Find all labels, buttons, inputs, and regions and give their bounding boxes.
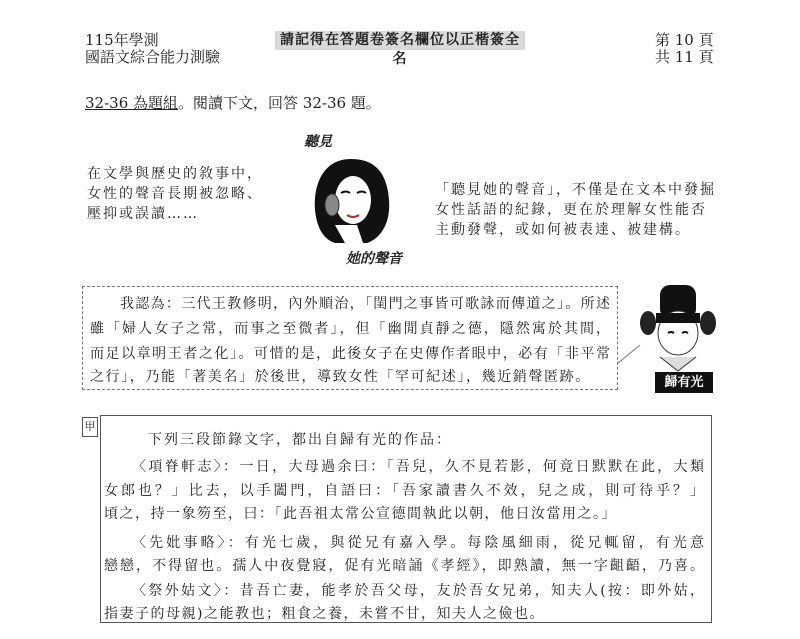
jia-line: 〈項脊軒志〉：一日，大母過余曰：「吾兒，久不見若影，何竟日默默在此，大類	[132, 459, 704, 475]
intro-left-line: 壓抑或誤讀……	[87, 206, 199, 222]
section-label-jia: 甲	[82, 417, 98, 437]
group-label: 32-36 為題組	[85, 94, 179, 112]
intro-right-line: 「聽見她的聲音」，不僅是在文本中發掘	[435, 182, 716, 198]
jia-line: 女郎也？」比去，以手闔門，自語曰：「吾家讀書久不效，兒之成，則可待乎？」	[104, 483, 704, 499]
intro-title-top: 聽見	[304, 134, 332, 150]
speech-line: 而足以章明王者之化」。可惜的是，此後女子在史傳作者眼中，必有「非平常	[90, 346, 610, 362]
jia-line: 〈先妣事略〉：有光七歲，與從兄有嘉入學。每陰風細雨，從兄輒留，有光意	[132, 535, 704, 551]
jia-line: 戀戀，不得留也。孺人中夜覺寢，促有光暗誦《孝經》，即熟讀，無一字齟齬，乃喜。	[104, 558, 704, 574]
speaker-name-tag: 歸有光	[655, 372, 713, 393]
woman-headphones-illustration	[305, 155, 397, 245]
subject-title: 國語文綜合能力測驗	[85, 48, 221, 66]
instruction-text: 。閱讀下文，回答 32-36 題。	[178, 94, 381, 112]
intro-left-line: 在文學與歷史的敘事中，	[87, 166, 263, 182]
speech-line: 我認為：三代王教修明，內外順治，「閨門之事皆可歌詠而傳道之」。所述	[120, 296, 610, 312]
jia-line: 下列三段節錄文字，都出自歸有光的作品：	[148, 432, 452, 448]
exam-year: 115年學測	[85, 31, 159, 49]
intro-title-bottom: 她的聲音	[346, 251, 402, 267]
question-group-instruction	[85, 92, 381, 113]
speech-line: 雖「婦人女子之常，而事之至微者」，但「幽閒貞靜之德，隱然寓於其間，	[90, 321, 610, 337]
speech-line: 之行」，乃能「著美名」於後世，導致女性「罕可紀述」，幾近銷聲匿跡。	[90, 369, 591, 385]
intro-right-line: 女性話語的紀錄，更在於理解女性能否	[435, 202, 707, 218]
intro-right-line: 主動發聲，或如何被表達、被建構。	[435, 222, 691, 238]
page-total: 共 11 頁	[655, 48, 714, 66]
page-current: 第 10 頁	[655, 31, 714, 49]
jia-line: 指妻子的母親)之能教也；粗食之養，未嘗不甘，知夫人之儉也。	[104, 606, 545, 622]
intro-left-line: 女性的聲音長期被忽略、	[87, 186, 263, 202]
scholar-illustration	[618, 283, 718, 373]
jia-line: 頃之，持一象笏至，曰：「此吾祖太常公宣德間執此以朝，他日汝當用之。」	[104, 506, 617, 522]
signature-notice: 請記得在答題卷簽名欄位以正楷簽全名	[275, 31, 525, 50]
jia-line: 〈祭外姑文〉：昔吾亡妻，能孝於吾父母，友於吾女兄弟，知夫人(按：即外姑，	[132, 583, 704, 599]
